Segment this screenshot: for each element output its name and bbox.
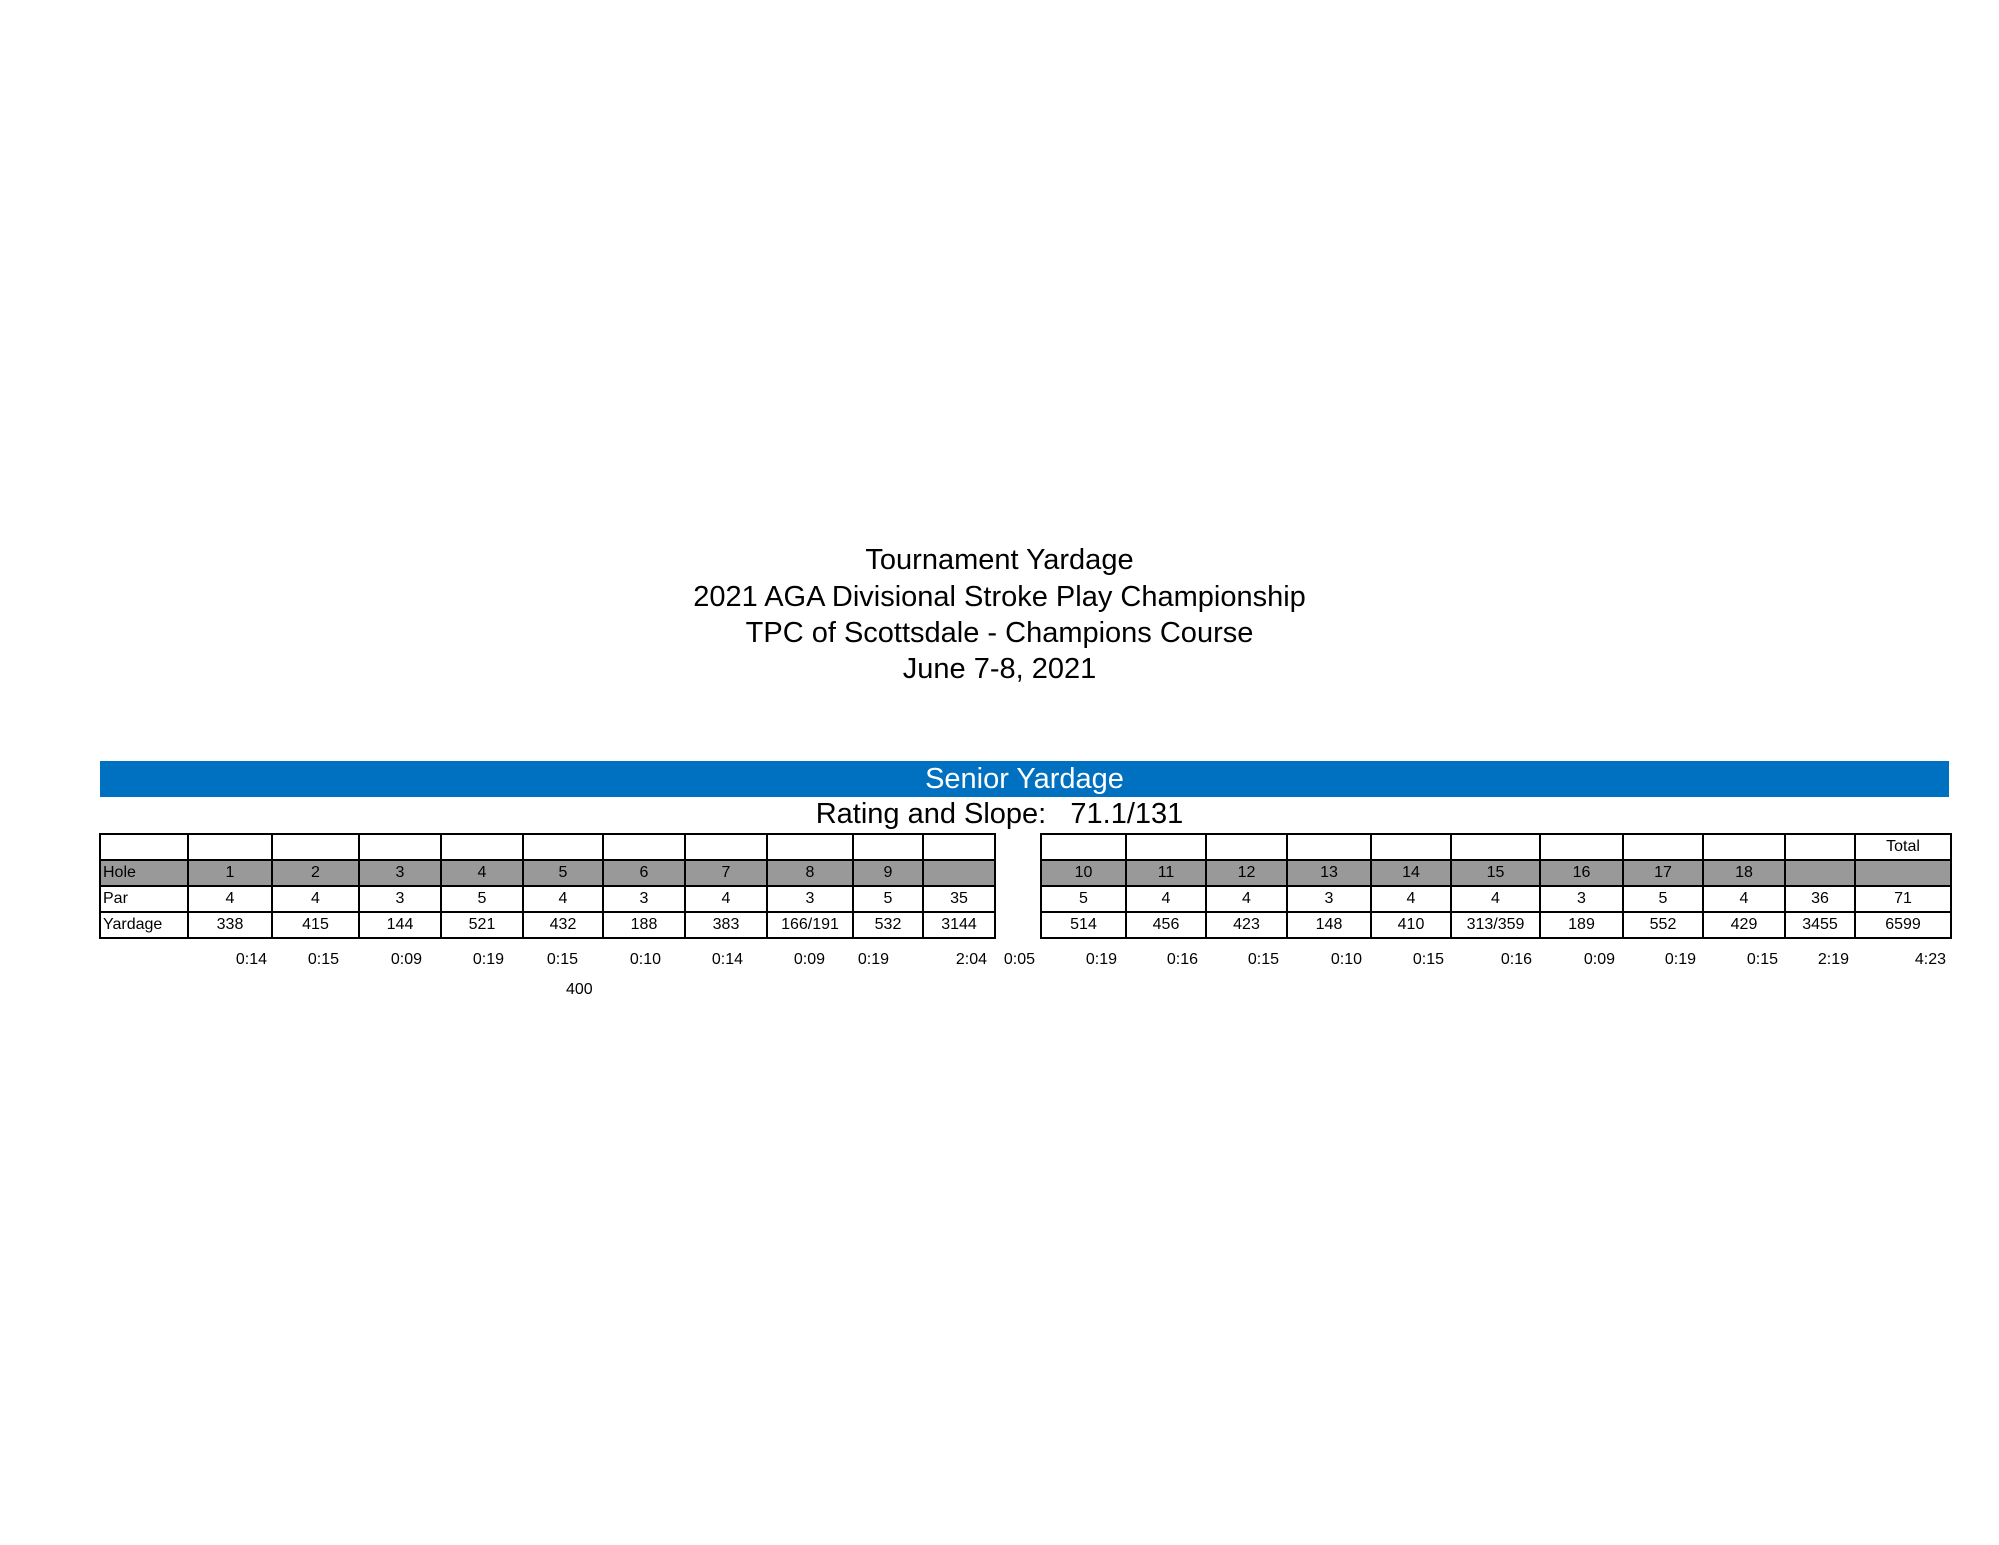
- title-line-3: TPC of Scottsdale - Champions Course: [745, 617, 1254, 649]
- par-value: 4: [685, 886, 767, 912]
- hole-number: [1855, 860, 1951, 886]
- yardage-value: 313/359: [1451, 912, 1540, 938]
- back-hole-row: [1041, 860, 1951, 886]
- pace-time: 0:19: [1664, 951, 1696, 968]
- pace-time-back-total: 2:19: [1817, 951, 1849, 968]
- pace-time: 0:15: [546, 951, 578, 968]
- par-value: 4: [523, 886, 603, 912]
- par-value: 4: [188, 886, 272, 912]
- cell: [523, 834, 603, 860]
- pace-time: 0:19: [1085, 951, 1117, 968]
- cell: [1287, 834, 1371, 860]
- yardage-grand-total: 6599: [1855, 912, 1951, 938]
- cell: [1126, 834, 1206, 860]
- back-nine-table: [1040, 833, 1952, 939]
- cell: [1785, 834, 1855, 860]
- cell: [441, 834, 523, 860]
- title-line-2: 2021 AGA Divisional Stroke Play Championship: [693, 581, 1306, 613]
- back-yardage-row: [1041, 912, 1951, 938]
- par-value: 5: [1623, 886, 1703, 912]
- yardage-value: 189: [1540, 912, 1623, 938]
- pace-time: 0:19: [472, 951, 504, 968]
- pace-time: 0:10: [629, 951, 661, 968]
- cell: [1623, 834, 1703, 860]
- hole-number: 12: [1206, 860, 1287, 886]
- pace-time: 0:16: [1500, 951, 1532, 968]
- par-total: 35: [923, 886, 995, 912]
- hole-number: 17: [1623, 860, 1703, 886]
- par-value: 3: [1287, 886, 1371, 912]
- yardage-value: 148: [1287, 912, 1371, 938]
- par-value: 3: [1540, 886, 1623, 912]
- rating-value: 71.1/131: [1070, 798, 1184, 830]
- yardage-value: 415: [272, 912, 359, 938]
- hole-number: 15: [1451, 860, 1540, 886]
- par-value: 3: [359, 886, 441, 912]
- par-value: 3: [603, 886, 685, 912]
- pace-time-grand-total: 4:23: [1914, 951, 1946, 968]
- hole-number: 1: [188, 860, 272, 886]
- yardage-value: 521: [441, 912, 523, 938]
- front-hole-row: [100, 860, 995, 886]
- hole-number: 8: [767, 860, 853, 886]
- hole-number: [923, 860, 995, 886]
- back-par-row: [1041, 886, 1951, 912]
- hole-number: 9: [853, 860, 923, 886]
- cell: [100, 834, 188, 860]
- cell: [853, 834, 923, 860]
- yardage-total: 3144: [923, 912, 995, 938]
- yardage-value: 166/191: [767, 912, 853, 938]
- cell: [1041, 834, 1126, 860]
- pace-time: 0:10: [1330, 951, 1362, 968]
- front-yardage-row: [100, 912, 995, 938]
- total-header: Total: [1855, 834, 1951, 860]
- alternate-yardage-note: 400: [566, 981, 593, 998]
- cell: [1371, 834, 1451, 860]
- par-value: 4: [1703, 886, 1785, 912]
- par-value: 4: [272, 886, 359, 912]
- hole-number: 11: [1126, 860, 1206, 886]
- senior-yardage-banner: Senior Yardage: [100, 761, 1949, 797]
- par-value: 5: [441, 886, 523, 912]
- hole-number: 4: [441, 860, 523, 886]
- hole-number: 16: [1540, 860, 1623, 886]
- pace-time: 0:09: [793, 951, 825, 968]
- title-line-4: June 7-8, 2021: [902, 653, 1097, 685]
- pace-time: 0:15: [1412, 951, 1444, 968]
- cell: [1540, 834, 1623, 860]
- title-line-1: Tournament Yardage: [865, 544, 1134, 576]
- cell: [685, 834, 767, 860]
- yardage-value: 338: [188, 912, 272, 938]
- hole-number: 13: [1287, 860, 1371, 886]
- cell: [359, 834, 441, 860]
- pace-time: 0:09: [390, 951, 422, 968]
- hole-number: 7: [685, 860, 767, 886]
- par-value: 5: [853, 886, 923, 912]
- par-value: 4: [1371, 886, 1451, 912]
- pace-time: 0:15: [1247, 951, 1279, 968]
- cell: [923, 834, 995, 860]
- par-value: 4: [1126, 886, 1206, 912]
- pace-time: 0:19: [857, 951, 889, 968]
- yardage-value: 456: [1126, 912, 1206, 938]
- yardage-label: Yardage: [100, 912, 188, 938]
- hole-number: 14: [1371, 860, 1451, 886]
- hole-number: 10: [1041, 860, 1126, 886]
- yardage-value: 432: [523, 912, 603, 938]
- cell: [1703, 834, 1785, 860]
- par-value: 4: [1206, 886, 1287, 912]
- yardage-value: 410: [1371, 912, 1451, 938]
- hole-number: [1785, 860, 1855, 886]
- hole-number: 3: [359, 860, 441, 886]
- hole-label: Hole: [100, 860, 188, 886]
- front-nine-table: [99, 833, 996, 939]
- cell: [188, 834, 272, 860]
- hole-number: 18: [1703, 860, 1785, 886]
- pace-time: 0:15: [1746, 951, 1778, 968]
- par-value: 4: [1451, 886, 1540, 912]
- back-top-row: [1041, 834, 1951, 860]
- yardage-value: 423: [1206, 912, 1287, 938]
- yardage-value: 144: [359, 912, 441, 938]
- cell: [767, 834, 853, 860]
- cell: [1206, 834, 1287, 860]
- par-label: Par: [100, 886, 188, 912]
- rating-label: Rating and Slope:: [815, 798, 1047, 830]
- yardage-value: 532: [853, 912, 923, 938]
- yardage-value: 514: [1041, 912, 1126, 938]
- cell: [272, 834, 359, 860]
- cell: [603, 834, 685, 860]
- par-value: 3: [767, 886, 853, 912]
- par-value: 5: [1041, 886, 1126, 912]
- pace-time: 0:15: [307, 951, 339, 968]
- par-grand-total: 71: [1855, 886, 1951, 912]
- cell: [1451, 834, 1540, 860]
- pace-time: 0:16: [1166, 951, 1198, 968]
- pace-time-turn: 0:05: [1003, 951, 1035, 968]
- front-top-row: [100, 834, 995, 860]
- par-total: 36: [1785, 886, 1855, 912]
- yardage-value: 552: [1623, 912, 1703, 938]
- yardage-value: 188: [603, 912, 685, 938]
- rating-and-slope: [0, 796, 1999, 832]
- yardage-total: 3455: [1785, 912, 1855, 938]
- hole-number: 2: [272, 860, 359, 886]
- front-par-row: [100, 886, 995, 912]
- hole-number: 5: [523, 860, 603, 886]
- yardage-value: 383: [685, 912, 767, 938]
- yardage-value: 429: [1703, 912, 1785, 938]
- pace-time-front-total: 2:04: [955, 951, 987, 968]
- hole-number: 6: [603, 860, 685, 886]
- pace-time: 0:14: [235, 951, 267, 968]
- pace-time: 0:09: [1583, 951, 1615, 968]
- pace-time: 0:14: [711, 951, 743, 968]
